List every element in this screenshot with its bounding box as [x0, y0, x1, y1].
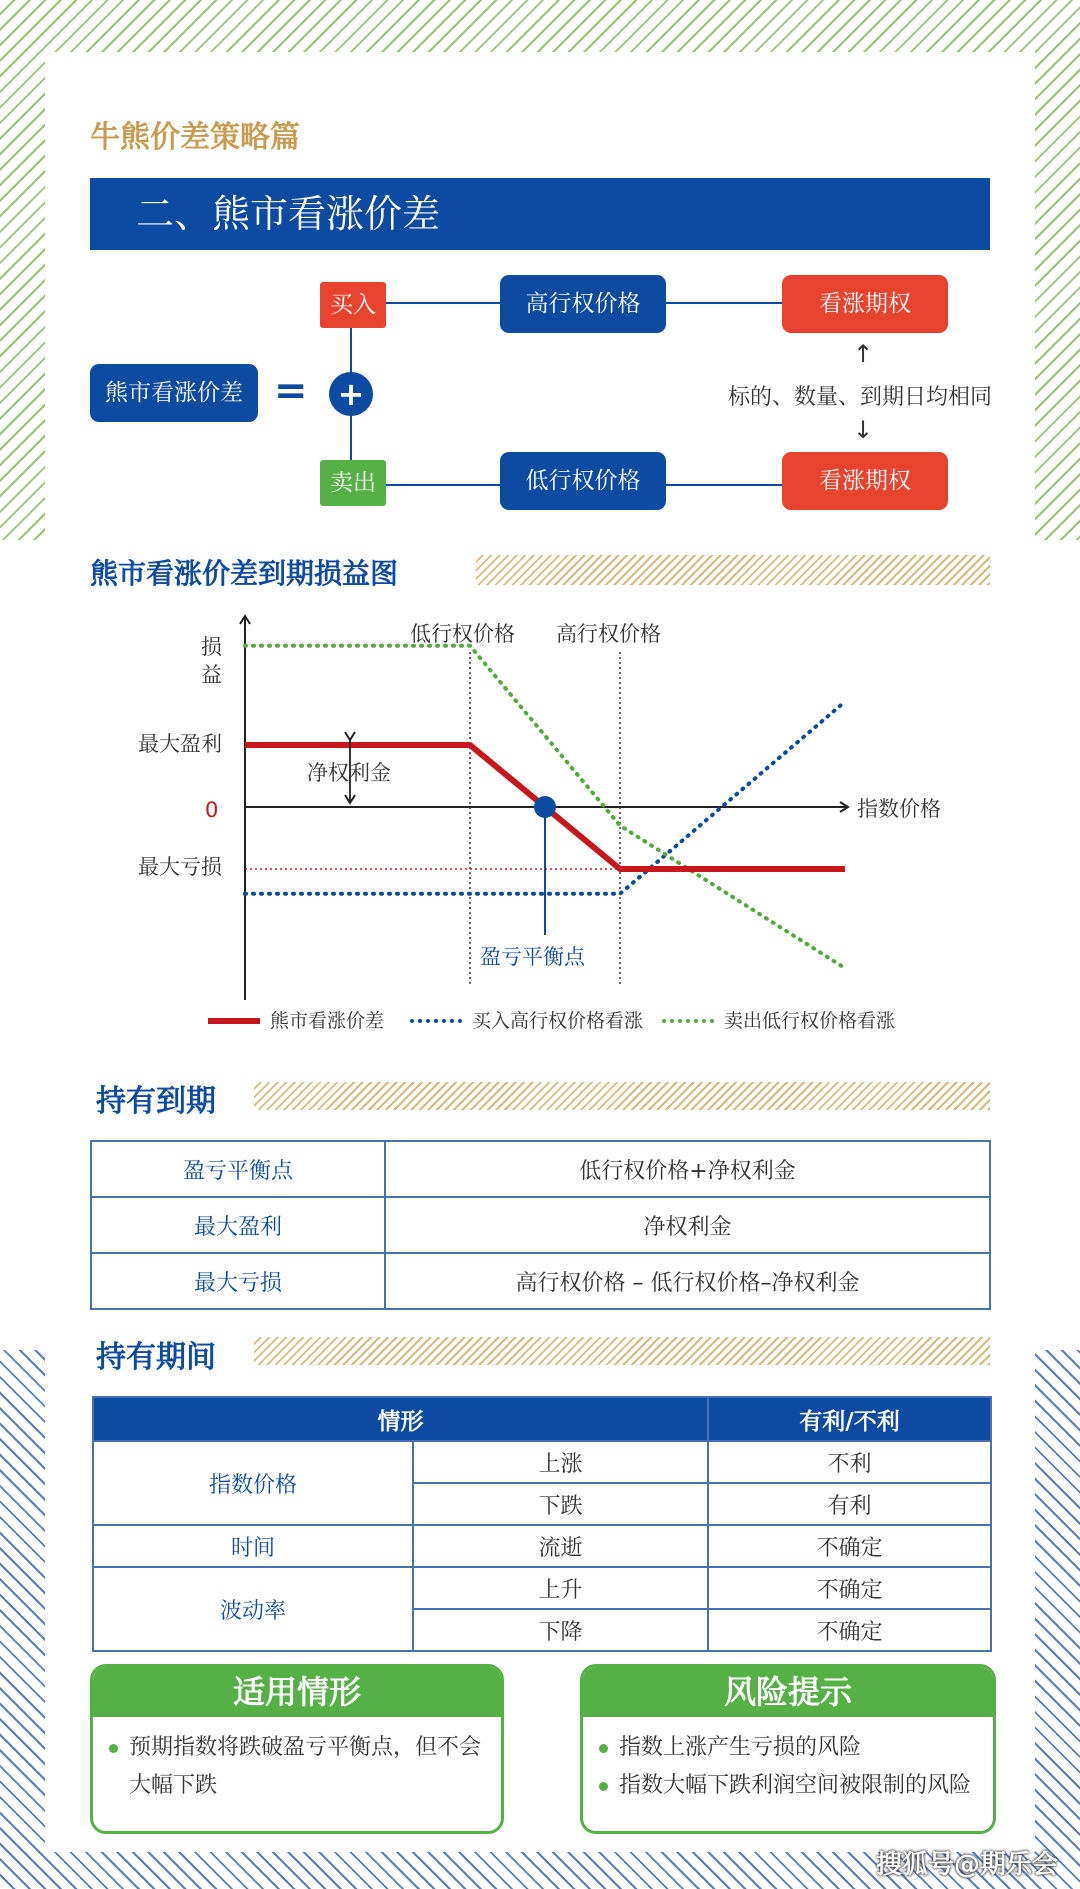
col-header-situation: 情形: [93, 1397, 708, 1441]
call-option-bottom: 看涨期权: [782, 452, 948, 510]
legend-sell-low-call: 卖出低行权价格看涨: [724, 1010, 896, 1032]
zero-label: 0: [205, 798, 219, 822]
heading-hatch-expiry: [254, 1082, 990, 1110]
watermark: 搜狐号@期乐会: [875, 1850, 1058, 1880]
hold-to-expiry-heading: 持有到期: [96, 1084, 216, 1119]
table-row: [91, 1197, 990, 1253]
risk-item: 指数上涨产生亏损的风险: [583, 1729, 975, 1767]
table-row: [93, 1441, 991, 1483]
y-axis-label: 损: [201, 635, 222, 659]
equals-sign: =: [274, 368, 308, 414]
row-value: 低行权价格+净权利金: [385, 1141, 990, 1197]
same-terms-note: 标的、数量、到期日均相同: [728, 385, 993, 410]
holding-period-heading: 持有期间: [96, 1340, 216, 1375]
col-header-favorable: 有利/不利: [708, 1397, 991, 1441]
factor-volatility: 波动率: [93, 1567, 413, 1651]
risk-title: 风险提示: [583, 1667, 993, 1717]
sell-tag: 卖出: [320, 460, 386, 506]
x-axis-label: 指数价格: [857, 797, 941, 821]
row-value: 净权利金: [385, 1197, 990, 1253]
legend-swatch-buy-high: [410, 1019, 462, 1023]
breakeven-label: 盈亏平衡点: [480, 945, 585, 969]
buy-tag: 买入: [320, 282, 386, 328]
arrow-up-icon: ↑: [853, 340, 874, 368]
table-row: [91, 1141, 990, 1197]
row-key: 盈亏平衡点: [91, 1141, 385, 1197]
holding-period-table: [92, 1396, 992, 1652]
connector-low-call: [666, 484, 782, 486]
table-header-row: [93, 1397, 991, 1441]
condition-cell: 下降: [413, 1609, 708, 1651]
series-title: 牛熊价差策略篇: [90, 120, 300, 155]
condition-cell: 下跌: [413, 1483, 708, 1525]
hold-to-expiry-table: [90, 1140, 991, 1310]
factor-time: 时间: [93, 1525, 413, 1567]
main-strategy-label: 熊市看涨价差: [90, 364, 258, 422]
net-premium-label: 净权利金: [307, 761, 391, 785]
low-strike-box: 低行权价格: [500, 452, 666, 510]
chart-heading: 熊市看涨价差到期损益图: [90, 557, 399, 590]
heading-hatch-chart: [476, 555, 990, 585]
condition-cell: 上涨: [413, 1441, 708, 1483]
result-cell: 有利: [708, 1483, 991, 1525]
result-cell: 不确定: [708, 1525, 991, 1567]
table-row: [93, 1525, 991, 1567]
max-loss-label: 最大亏损: [138, 855, 222, 879]
result-cell: 不确定: [708, 1567, 991, 1609]
applicable-box: [90, 1664, 504, 1834]
table-row: [91, 1253, 990, 1309]
breakeven-point: [534, 796, 556, 818]
risk-box: [580, 1664, 996, 1834]
applicable-title: 适用情形: [93, 1667, 501, 1717]
row-key: 最大亏损: [91, 1253, 385, 1309]
high-strike-label: 高行权价格: [556, 622, 661, 646]
call-option-top: 看涨期权: [782, 275, 948, 333]
row-key: 最大盈利: [91, 1197, 385, 1253]
y-axis-label: 益: [201, 663, 222, 687]
chart-labels: [138, 622, 941, 969]
legend-spread: 熊市看涨价差: [270, 1010, 385, 1032]
risk-item: 指数大幅下跌利润空间被限制的风险: [583, 1767, 975, 1805]
condition-cell: 上升: [413, 1567, 708, 1609]
arrow-down-icon: ↓: [853, 416, 874, 444]
payoff-chart: [0, 600, 1080, 1050]
legend-swatch-spread: [208, 1018, 260, 1024]
connector-sell-low: [386, 484, 500, 486]
heading-hatch-period: [254, 1337, 990, 1365]
connector-buy-high: [386, 302, 500, 304]
result-cell: 不确定: [708, 1609, 991, 1651]
connector-high-call: [666, 302, 782, 304]
section-title: 二、熊市看涨价差: [90, 178, 990, 250]
high-strike-box: 高行权价格: [500, 275, 666, 333]
table-row: [93, 1567, 991, 1609]
result-cell: 不利: [708, 1441, 991, 1483]
legend-buy-high-call: 买入高行权价格看涨: [472, 1010, 644, 1032]
low-strike-label: 低行权价格: [410, 622, 515, 646]
plus-icon: +: [329, 372, 373, 416]
condition-cell: 流逝: [413, 1525, 708, 1567]
factor-index-price: 指数价格: [93, 1441, 413, 1525]
legend-swatch-sell-low: [662, 1019, 714, 1023]
max-profit-label: 最大盈利: [138, 732, 222, 756]
row-value: 高行权价格 – 低行权价格–净权利金: [385, 1253, 990, 1309]
applicable-item: 预期指数将跌破盈亏平衡点，但不会大幅下跌: [93, 1729, 483, 1805]
